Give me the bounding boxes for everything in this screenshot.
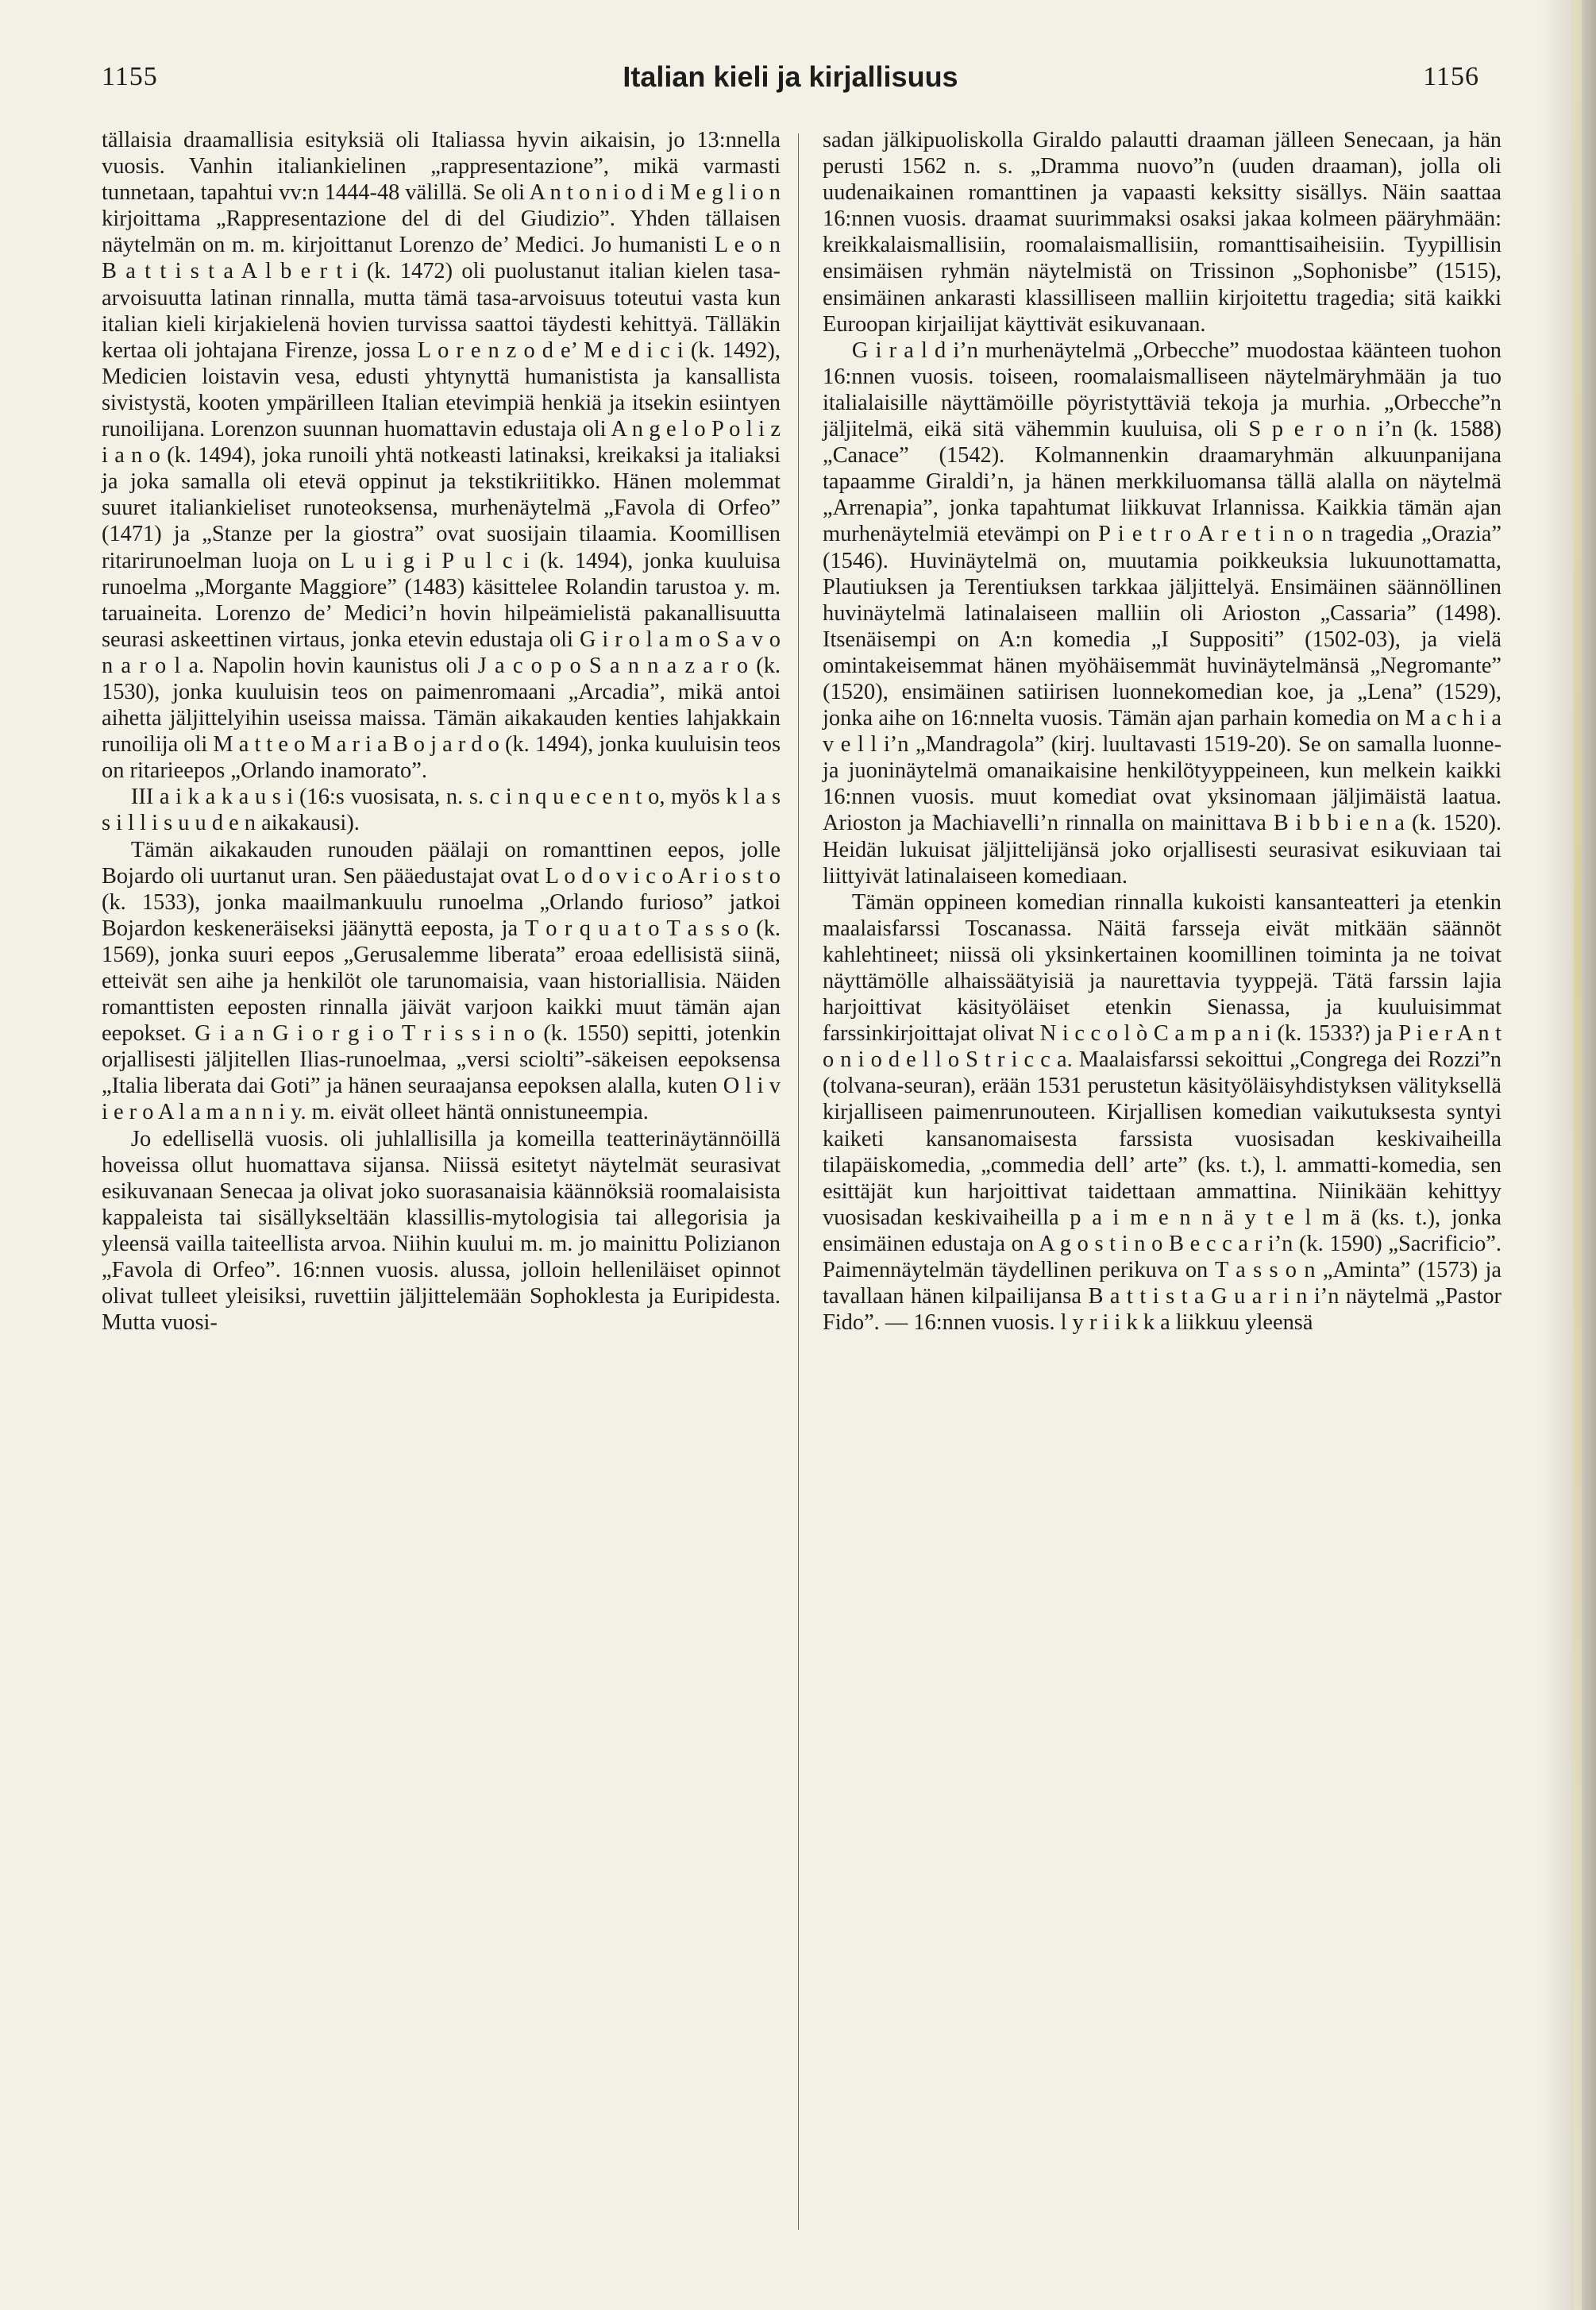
paragraph: tällaisia draamallisia esityksiä oli Italiassa hyvin aikaisin, jo 13:nnella vuosis. Vanhin italiankielinen „rappresentazione”, mikä varmasti tunnetaan, tapahtui vv:n 1444-48 välillä. Se oli A n t o n i o d i M e g l i o n kirjoittama „Rappresentazione del di del Giudizio”. Yhden tällaisen näytelmän on m. m. kirjoittanut Lorenzo de’ Medici. Jo humanisti L e o n B a t t i s t a A l b e r t i (k. 1472) oli puolustanut italian kielen tasa-arvoisuutta latinan rinnalla, mutta tämä tasa-arvoisuus toteutui vasta kun italian kieli kirjakielenä hovien turvissa saattoi täydesti kehittyä. Tälläkin kertaa oli johtajana Firenze, jossa L o r e n z o d e’ M e d i c i (k. 1492), Medicien loistavin vesa, edusti yhtynyttä humanistista ja kansallista sivistystä, kooten ympärilleen Italian etevimpiä henkiä ja itsekin esiintyen runoilijana. Lorenzon suunnan huomattavin edustaja oli A n g e l o P o l i z i a n o (k. 1494), joka runoili yhtä notkeasti latinaksi, kreikaksi ja italiaksi ja joka samalla oli etevä oppinut ja tekstikriitikko. Hänen molemmat suuret italiankieliset runoteoksensa, murhenäytelmä „Favola di Orfeo” (1471) ja „Stanze per la giostra” ovat suosijain tilaamia. Koomillisen ritarirunoelman luoja on L u i g i P u l c i (k. 1494), jonka kuuluisa runoelma „Morgante Maggiore” (1483) käsittelee Rolandin tarustoa y. m. taruaineita. Lorenzo de’ Medici’n hovin hilpeämielistä pakanallisuutta seurasi askeettinen virtaus, jonka etevin edustaja oli G i r o l a m o S a v o n a r o l a. Napolin hovin kaunistus oli J a c o p o S a n n a z a r o (k. 1530), jonka kuuluisin teos on paimenromaani „Arcadia”, mikä antoi aihetta jäljittelyihin useissa maissa. Tämän aikakauden kenties lahjakkain runoilija oli M a t t e o M a r i a B o j a r d o (k. 1494), jonka kuuluisin teos on ritarieepos „Orlando inamorato”. (102, 128, 781, 784)
page-header (102, 62, 1479, 110)
page-edge-tint (1574, 0, 1582, 2310)
paragraph: Tämän oppineen komedian rinnalla kukoisti kansanteatteri ja etenkin maalaisfarssi Toscanassa. Näitä farsseja eivät mitkään säännöt kahlehtineet; niissä oli yksinkertainen koomillinen toiminta ja ne toivat näyttämölle alhaissäätyisiä ja naurettavia tyyppejä. Tätä farssin lajia harjoittivat käsityöläiset etenkin Sienassa, ja kuuluisimmat farssinkirjoittajat olivat N i c c o l ò C a m p a n i (k. 1533?) ja P i e r A n t o n i o d e l l o S t r i c c a. Maalaisfarssi sekoittui „Congrega dei Rozzi”n (tolvana-seuran), erään 1531 perustetun käsityöläisyhdistyksen välityksellä kirjalliseen paimenrunouteen. Kirjallisen komedian vaikutuksesta syntyi kaiketi kansanomaisesta farssista vuosisadan keskivaiheilla tilapäiskomedia, „commedia dell’ arte” (ks. t.), l. ammatti-komedia, sen esittäjät kun harjoittivat taidettaan ammattina. Niinikään kehittyy vuosisadan keskivaiheilla p a i m e n n ä y t e l m ä (ks. t.), jonka ensimäinen edustaja on A g o s t i n o B e c c a r i’n (k. 1590) „Sacrificio”. Paimennäytelmän täydellinen perikuva on T a s s o n „Aminta” (1573) ja tavallaan hänen kilpailijansa B a t t i s t a G u a r i n i’n näytelmä „Pastor Fido”. — 16:nnen vuosis. l y r i i k k a liikkuu yleensä (823, 889, 1502, 1336)
page-edge-shadow (1540, 0, 1596, 2310)
paragraph: Tämän aikakauden runouden päälaji on romanttinen eepos, jolle Bojardo oli uurtanut uran. Sen pääedustajat ovat L o d o v i c o A r i o s t o (k. 1533), jonka maailmankuulu runoelma „Orlando furioso” jatkoi Bojardon keskeneräiseksi jäänyttä eeposta, ja T o r q u a t o T a s s o (k. 1569), jonka suuri eepos „Gerusalemme liberata” eroaa edellisistä siinä, etteivät sen aihe ja henkilöt ole tarunomaisia, vaan historiallisia. Näiden romanttisten eeposten rinnalla jäivät varjoon kaikki muut tämän ajan eepokset. G i a n G i o r g i o T r i s s i n o (k. 1550) sepitti, jotenkin orjallisesti jäljitellen Ilias-runoelmaa, „versi sciolti”-säkeisen eepoksensa „Italia liberata dai Goti” ja hänen seuraajansa eepoksen alalla, kuten O l i v i e r o A l a m a n n i y. m. eivät olleet häntä onnistuneempia. (102, 837, 781, 1125)
paragraph: III a i k a k a u s i (16:s vuosisata, n. s. c i n q u e c e n t o, myös k l a s s i l l i s u u d e n aikakausi). (102, 785, 781, 836)
right-column (823, 127, 1502, 1336)
right-page-number: 1156 (1423, 62, 1479, 91)
paragraph: Jo edellisellä vuosis. oli juhlallisilla ja komeilla teatterinäytännöillä hoveissa ollut huomattava sijansa. Niissä esitetyt näytelmät seurasivat esikuvanaan Senecaa ja olivat joko suorasanaisia käännöksiä roomalaisista kappaleista tai sisällykseltään klassillis-mytologisia tai allegorisia ja yleensä vailla taiteellista arvoa. Niihin kuului m. m. jo mainittu Polizianon „Favola di Orfeo”. 16:nnen vuosis. alussa, jolloin helleniläiset opinnot olivat tulleet yleisiksi, ruvettiin jäljittelemään Sophoklesta ja Euripidesta. Mutta vuosi- (102, 1126, 781, 1336)
running-title: Italian kieli ja kirjallisuus (623, 60, 958, 93)
left-column (102, 127, 781, 1336)
left-page-number: 1155 (102, 62, 158, 91)
column-divider (798, 133, 799, 2230)
paragraph: G i r a l d i’n murhenäytelmä „Orbecche” muodostaa käänteen tuohon 16:nnen vuosis. toiseen, roomalaismalliseen näytelmäryhmään ja tuo italialaisille näyttämöille pöyristyttäviä tekoja ja murhia. „Orbecche”n jäljitelmä, eikä sitä vähemmin kuuluisa, oli S p e r o n i’n (k. 1588) „Canace” (1542). Kolmannenkin draamaryhmän alkuunpanijana tapaamme Giraldi’n, ja hänen merkkiluomansa tällä alalla on näytelmä „Arrenapia”, jonka tapahtumat liikkuvat Irlannissa. Kaikkia tämän ajan murhenäytelmiä etevämpi on P i e t r o A r e t i n o n tragedia „Orazia” (1546). Huvinäytelmä on, muutamia poikkeuksia lukuunottamatta, Plautiuksen ja Terentiuksen tarkkaa jäljittelyä. Ensimäinen säännöllinen huvinäytelmä latinalaiseen malliin oli Arioston „Cassaria” (1498). Itsenäisempi on A:n komedia „I Suppositi” (1502-03), ja vielä omintakeisemmat hänen myöhäisemmät huvinäytelmänsä „Negromante” (1520), ensimäinen satiirisen luonnekomedian koe, ja „Lena” (1529), jonka aihe on 16:nnelta vuosis. Tämän ajan parhain komedia on M a c h i a v e l l i’n „Mandragola” (kirj. luultavasti 1519-20). Se on samalla luonne- ja juoninäytelmä omanaikaisine henkilötyyppeineen, kun melkein kaikki 16:nnen vuosis. muut komediat ovat yksinomaan jäljimäistä laatua. Arioston ja Machiavelli’n rinnalla on mainittava B i b b i e n a (k. 1520). Heidän lukuisat jäljittelijänsä joko orjallisesti seurasivat esikuviaan tai liittyivät latinalaiseen komediaan. (823, 337, 1502, 889)
paragraph: sadan jälkipuoliskolla Giraldo palautti draaman jälleen Senecaan, ja hän perusti 1562 n. s. „Dramma nuovo”n (uuden draaman), jolla oli uudenaikainen romanttinen ja vapaasti keksitty sisällys. Näin saattaa 16:nnen vuosis. draamat suurimmaksi osaksi jakaa kolmeen pääryhmään: kreikkalaismallisiin, roomalaismallisiin, romanttisaiheisiin. Tyypillisin ensimäisen ryhmän näytelmistä on Trissinon „Sophonisbe” (1515), ensimäinen ankarasti klassilliseen malliin kirjoitettu tragedia; sitä kaikki Euroopan kirjailijat käyttivät esikuvanaan. (823, 128, 1502, 337)
